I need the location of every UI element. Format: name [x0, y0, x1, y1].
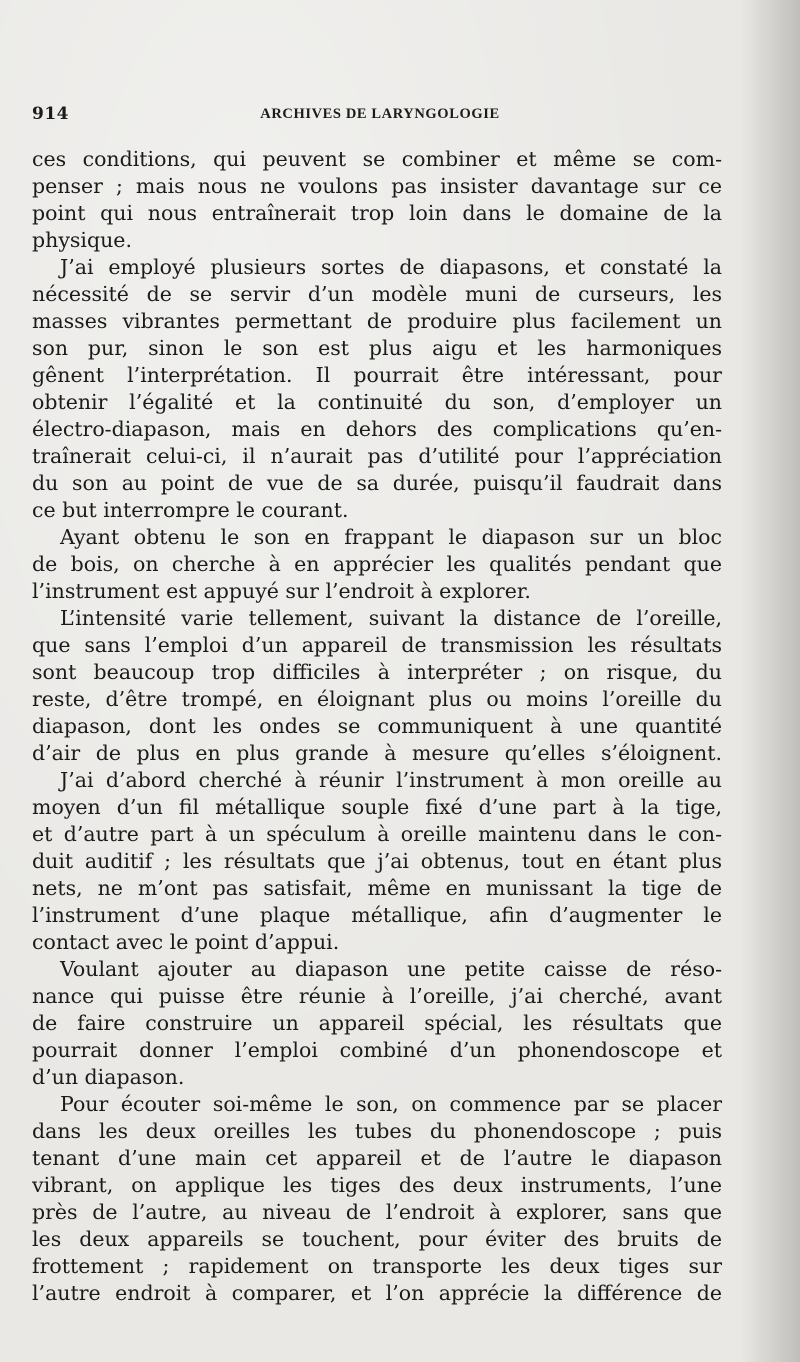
text-line: nécessité de se servir d’un modèle muni de curseurs, les [32, 282, 722, 306]
text-line: ces conditions, qui peuvent se combiner et même se com- [32, 147, 722, 171]
text-line: traînerait celui-ci, il n’aurait pas d’utilité pour l’appréciation [32, 444, 722, 468]
text-line: que sans l’emploi d’un appareil de transmission les résultats [32, 633, 722, 657]
text-line: l’instrument est appuyé sur l’endroit à explorer. [32, 579, 531, 603]
text-line: électro-diapason, mais en dehors des complications qu’en- [32, 417, 722, 441]
text-line: pourrait donner l’emploi combiné d’un phonendoscope et [32, 1038, 722, 1062]
text-line: nance qui puisse être réunie à l’oreille, j’ai cherché, avant [32, 984, 722, 1008]
text-line: l’autre endroit à comparer, et l’on apprécie la différence de [32, 1281, 722, 1305]
text-line: gênent l’interprétation. Il pourrait être intéressant, pour [32, 363, 722, 387]
text-line: moyen d’un fil métallique souple fixé d’une part à la tige, [32, 795, 722, 819]
paragraph-start-line: Ayant obtenu le son en frappant le diapason sur un bloc [60, 525, 722, 549]
running-head [32, 104, 728, 132]
text-line: nets, ne m’ont pas satisfait, même en munissant la tige de [32, 876, 722, 900]
text-line: d’air de plus en plus grande à mesure qu’elles s’éloignent. [32, 741, 722, 765]
text-line: dans les deux oreilles les tubes du phonendoscope ; puis [32, 1119, 722, 1143]
paragraph-start-line: J’ai employé plusieurs sortes de diapasons, et constaté la [60, 255, 722, 279]
text-line: obtenir l’égalité et la continuité du son, d’employer un [32, 390, 722, 414]
text-line: et d’autre part à un spéculum à oreille maintenu dans le con- [32, 822, 722, 846]
text-line: du son au point de vue de sa durée, puisqu’il faudrait dans [32, 471, 722, 495]
text-line: de bois, on cherche à en apprécier les qualités pendant que [32, 552, 722, 576]
text-line: masses vibrantes permettant de produire plus facilement un [32, 309, 722, 333]
text-line: tenant d’une main cet appareil et de l’autre le diapason [32, 1146, 722, 1170]
text-line: contact avec le point d’appui. [32, 930, 340, 954]
page-number: 914 [32, 104, 69, 124]
text-line: son pur, sinon le son est plus aigu et les harmoniques [32, 336, 722, 360]
page-gutter-shadow [740, 0, 800, 1362]
text-line: diapason, dont les ondes se communiquent à une quantité [32, 714, 722, 738]
text-line: près de l’autre, au niveau de l’endroit à explorer, sans que [32, 1200, 722, 1224]
text-line: l’instrument d’une plaque métallique, afin d’augmenter le [32, 903, 722, 927]
text-line: ce but interrompre le courant. [32, 498, 349, 522]
text-line: vibrant, on applique les tiges des deux instruments, l’une [32, 1173, 722, 1197]
paragraph-start-line: Pour écouter soi-même le son, on commence par se placer [60, 1092, 722, 1116]
text-line: les deux appareils se touchent, pour éviter des bruits de [32, 1227, 722, 1251]
text-line: de faire construire un appareil spécial, les résultats que [32, 1011, 722, 1035]
text-line: physique. [32, 228, 132, 252]
paragraph-start-line: Voulant ajouter au diapason une petite caisse de réso- [60, 957, 722, 981]
paragraph-start-line: L’intensité varie tellement, suivant la distance de l’oreille, [60, 606, 722, 630]
text-line: reste, d’être trompé, en éloignant plus ou moins l’oreille du [32, 687, 722, 711]
text-line: d’un diapason. [32, 1065, 185, 1089]
text-line: point qui nous entraînerait trop loin dans le domaine de la [32, 201, 722, 225]
body-text [32, 146, 722, 1307]
paragraph-start-line: J’ai d’abord cherché à réunir l’instrument à mon oreille au [60, 768, 722, 792]
journal-title: ARCHIVES DE LARYNGOLOGIE [260, 106, 500, 122]
text-line: sont beaucoup trop difficiles à interpréter ; on risque, du [32, 660, 722, 684]
text-line: penser ; mais nous ne voulons pas insister davantage sur ce [32, 174, 722, 198]
text-line: frottement ; rapidement on transporte les deux tiges sur [32, 1254, 722, 1278]
text-line: duit auditif ; les résultats que j’ai obtenus, tout en étant plus [32, 849, 722, 873]
